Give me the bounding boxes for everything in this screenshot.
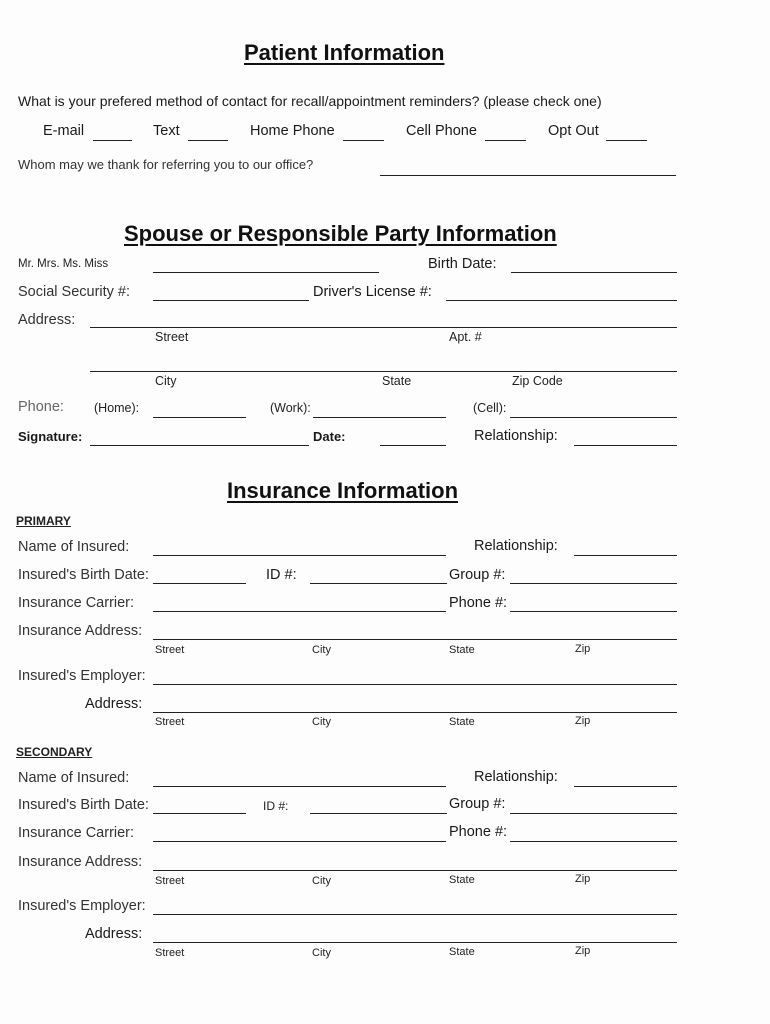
secondary-ins-city-caption: City [312,875,331,887]
option-home-phone-label: Home Phone [250,123,335,139]
option-home-phone-blank[interactable] [343,140,384,141]
secondary-ins-address-label: Insurance Address: [18,854,143,870]
primary-employer-address-label: Address: [85,696,143,712]
primary-employer-label: Insured's Employer: [18,668,146,684]
primary-id-label: ID #: [266,567,297,583]
secondary-relationship-label: Relationship: [474,769,558,785]
cell-phone-field[interactable] [510,417,677,418]
secondary-ins-street-caption: Street [155,875,185,887]
secondary-id-field[interactable] [310,813,447,814]
secondary-emp-city-caption: City [312,947,331,959]
ssn-label: Social Security #: [18,284,131,300]
city-caption: City [155,374,177,388]
secondary-employer-field[interactable] [153,914,677,915]
option-text-label: Text [153,123,180,139]
secondary-name-of-insured-field[interactable] [153,786,446,787]
primary-ins-city-caption: City [312,644,331,656]
address-street-field[interactable] [90,327,677,328]
primary-group-field[interactable] [510,583,677,584]
zip-code-caption: Zip Code [512,374,563,388]
secondary-group-field[interactable] [510,813,677,814]
referral-question: Whom may we thank for referring you to our office? [18,157,314,172]
date-field[interactable] [380,445,446,446]
signature-label: Signature: [18,429,83,444]
secondary-emp-street-caption: Street [155,947,185,959]
primary-id-field[interactable] [310,583,447,584]
secondary-carrier-field[interactable] [153,841,446,842]
secondary-birth-date-label: Insured's Birth Date: [18,797,149,813]
address-city-field[interactable] [90,371,677,372]
option-text-blank[interactable] [188,140,228,141]
primary-emp-city-caption: City [312,716,331,728]
secondary-ins-zip-caption: Zip [575,873,591,885]
secondary-carrier-label: Insurance Carrier: [18,825,135,841]
spouse-name-field[interactable] [153,272,379,273]
home-phone-label: (Home): [94,401,140,415]
primary-relationship-label: Relationship: [474,538,558,554]
primary-emp-street-caption: Street [155,716,185,728]
primary-carrier-field[interactable] [153,611,446,612]
cell-phone-label: (Cell): [473,401,507,415]
secondary-employer-label: Insured's Employer: [18,898,146,914]
secondary-group-label: Group #: [449,796,506,812]
option-email-blank[interactable] [93,140,132,141]
secondary-phone-field[interactable] [510,841,677,842]
home-phone-field[interactable] [153,417,246,418]
primary-group-label: Group #: [449,567,506,583]
secondary-emp-state-caption: State [449,946,475,958]
option-email-label: E-mail [43,123,85,139]
primary-emp-state-caption: State [449,716,475,728]
primary-employer-address-field[interactable] [153,712,677,713]
secondary-emp-zip-caption: Zip [575,945,591,957]
spouse-birth-date-field[interactable] [511,272,677,273]
primary-emp-zip-caption: Zip [575,715,591,727]
ssn-field[interactable] [153,300,309,301]
primary-ins-state-caption: State [449,644,475,656]
primary-birth-date-label: Insured's Birth Date: [18,567,149,583]
relationship-field[interactable] [574,445,677,446]
primary-ins-address-field[interactable] [153,639,677,640]
primary-ins-zip-caption: Zip [575,643,591,655]
signature-field[interactable] [90,445,309,446]
secondary-birth-date-field[interactable] [153,813,246,814]
secondary-relationship-field[interactable] [574,786,677,787]
primary-name-of-insured-label: Name of Insured: [18,539,130,555]
phone-label: Phone: [18,399,64,415]
spouse-info-title: Spouse or Responsible Party Information [124,221,557,246]
primary-employer-field[interactable] [153,684,677,685]
secondary-heading: SECONDARY [16,745,93,759]
secondary-id-label: ID #: [263,799,289,813]
street-caption: Street [155,330,189,344]
relationship-label: Relationship: [474,428,558,444]
date-label: Date: [313,429,346,444]
option-opt-out-label: Opt Out [548,123,599,139]
secondary-ins-address-field[interactable] [153,870,677,871]
salutation-label: Mr. Mrs. Ms. Miss [18,258,109,270]
primary-ins-street-caption: Street [155,644,185,656]
secondary-name-of-insured-label: Name of Insured: [18,770,130,786]
drivers-license-field[interactable] [446,300,677,301]
secondary-phone-label: Phone #: [449,824,508,840]
secondary-employer-address-field[interactable] [153,942,677,943]
primary-relationship-field[interactable] [574,555,677,556]
birth-date-label: Birth Date: [428,256,497,272]
option-cell-phone-blank[interactable] [485,140,526,141]
primary-heading: PRIMARY [16,514,71,528]
work-phone-field[interactable] [313,417,446,418]
primary-ins-address-label: Insurance Address: [18,623,143,639]
referral-field[interactable] [380,175,676,176]
option-opt-out-blank[interactable] [606,140,647,141]
patient-info-title: Patient Information [244,40,445,65]
primary-name-of-insured-field[interactable] [153,555,446,556]
insurance-info-title: Insurance Information [227,478,459,503]
drivers-license-label: Driver's License #: [313,284,432,300]
apt-caption: Apt. # [449,330,482,344]
primary-carrier-label: Insurance Carrier: [18,595,135,611]
secondary-ins-state-caption: State [449,874,475,886]
contact-question: What is your prefered method of contact for recall/appointment reminders? (please check one) [18,93,602,109]
secondary-employer-address-label: Address: [85,926,143,942]
address-label: Address: [18,312,76,328]
primary-phone-label: Phone #: [449,595,508,611]
primary-birth-date-field[interactable] [153,583,246,584]
state-caption: State [382,374,412,388]
option-cell-phone-label: Cell Phone [406,123,477,139]
work-phone-label: (Work): [270,401,311,415]
primary-phone-field[interactable] [510,611,677,612]
